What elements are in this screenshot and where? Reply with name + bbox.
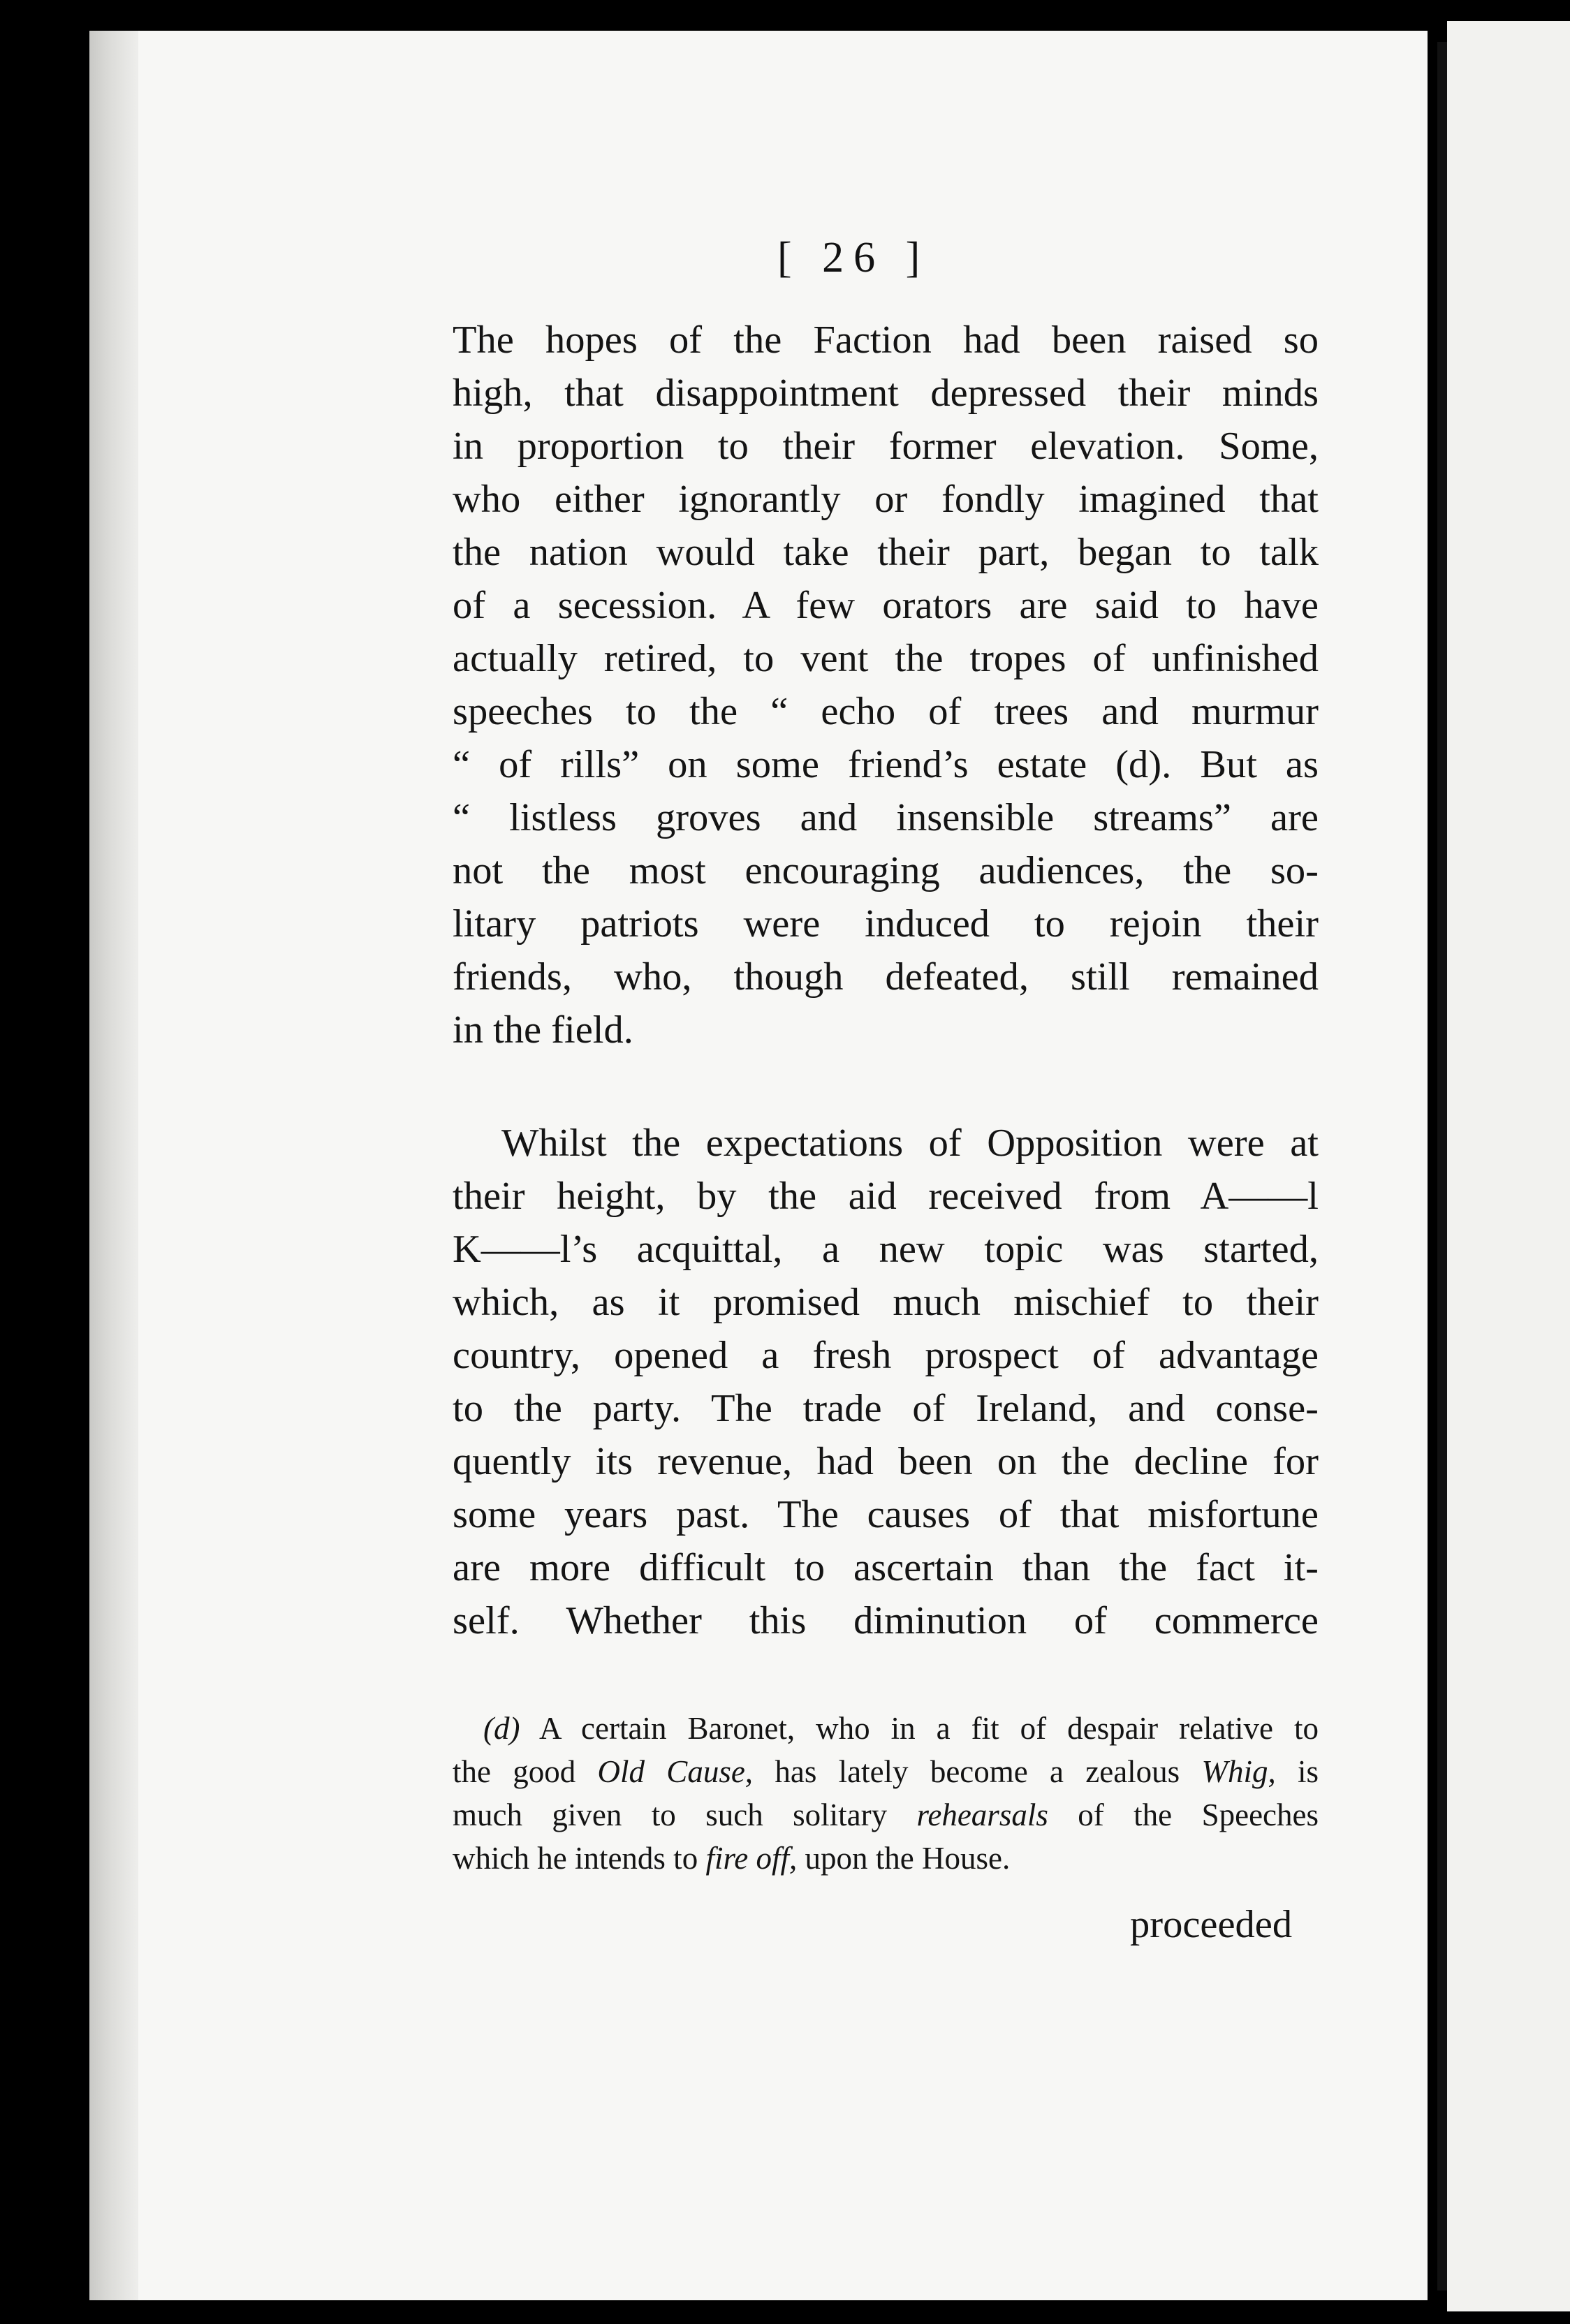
footnote-text: much given to such solitary	[453, 1797, 888, 1832]
footnote-text: upon the House.	[805, 1841, 1011, 1876]
scanned-page	[89, 31, 1428, 2300]
footnote-text: which he intends to	[453, 1841, 698, 1876]
text-line: country, opened a fresh prospect of advantage	[453, 1334, 1319, 1377]
text-line: Whilst the expectations of Opposition were at	[501, 1121, 1319, 1165]
text-line: the nation would take their part, began to talk	[453, 531, 1319, 574]
catchword: proceeded	[1130, 1903, 1293, 1946]
text-line: actually retired, to vent the tropes of unfinished	[453, 637, 1319, 680]
footnote-text: is	[1298, 1754, 1319, 1789]
text-line: not the most encouraging audiences, the so-	[453, 849, 1319, 892]
text-line: some years past. The causes of that misfortune	[453, 1493, 1319, 1536]
text-line: who either ignorantly or fondly imagined that	[453, 478, 1319, 521]
footnote-line	[453, 1837, 1010, 1880]
gutter-line	[1437, 42, 1447, 2290]
text-line: speeches to the “ echo of trees and murmur	[453, 690, 1319, 733]
footnote-line	[453, 1793, 1319, 1837]
footnote-italic: fire off,	[705, 1841, 798, 1876]
adjacent-page	[1447, 21, 1570, 2311]
text-line: high, that disappointment depressed their minds	[453, 372, 1319, 415]
text-line: to the party. The trade of Ireland, and conse-	[453, 1387, 1319, 1430]
footnote-italic: Whig,	[1201, 1754, 1276, 1789]
text-line: “ of rills” on some friend’s estate (d). But as	[453, 743, 1319, 786]
text-line: which, as it promised much mischief to their	[453, 1281, 1319, 1324]
text-line: in the field.	[453, 1008, 633, 1052]
text-line: are more difficult to ascertain than the fact it-	[453, 1546, 1319, 1589]
footnote-line	[453, 1750, 1319, 1793]
text-line: litary patriots were induced to rejoin their	[453, 902, 1319, 946]
text-line: K——l’s acquittal, a new topic was started,	[453, 1228, 1319, 1271]
footnote-text: has lately become a zealous	[775, 1754, 1180, 1789]
footnote-line	[483, 1707, 1319, 1750]
text-line: “ listless groves and insensible streams” are	[453, 796, 1319, 839]
footnote-text: of the Speeches	[1078, 1797, 1319, 1832]
text-line: friends, who, though defeated, still remained	[453, 955, 1319, 999]
text-line: self. Whether this diminution of commerce	[453, 1599, 1319, 1642]
page-number: [ 26 ]	[777, 234, 930, 281]
footnote-italic: rehearsals	[916, 1797, 1048, 1832]
text-line: their height, by the aid received from A——l	[453, 1175, 1319, 1218]
text-line: quently its revenue, had been on the decline for	[453, 1440, 1319, 1483]
page-edge-shadow	[89, 31, 138, 2300]
text-line: of a secession. A few orators are said to have	[453, 584, 1319, 627]
text-line: in proportion to their former elevation. Some,	[453, 425, 1319, 468]
footnote-text: the good	[453, 1754, 576, 1789]
footnote-italic: Old Cause,	[597, 1754, 754, 1789]
footnote-text: A certain Baronet, who in a fit of despair relative to	[539, 1711, 1319, 1746]
text-line: The hopes of the Faction had been raised so	[453, 318, 1319, 362]
footnote-marker: (d)	[483, 1711, 520, 1746]
